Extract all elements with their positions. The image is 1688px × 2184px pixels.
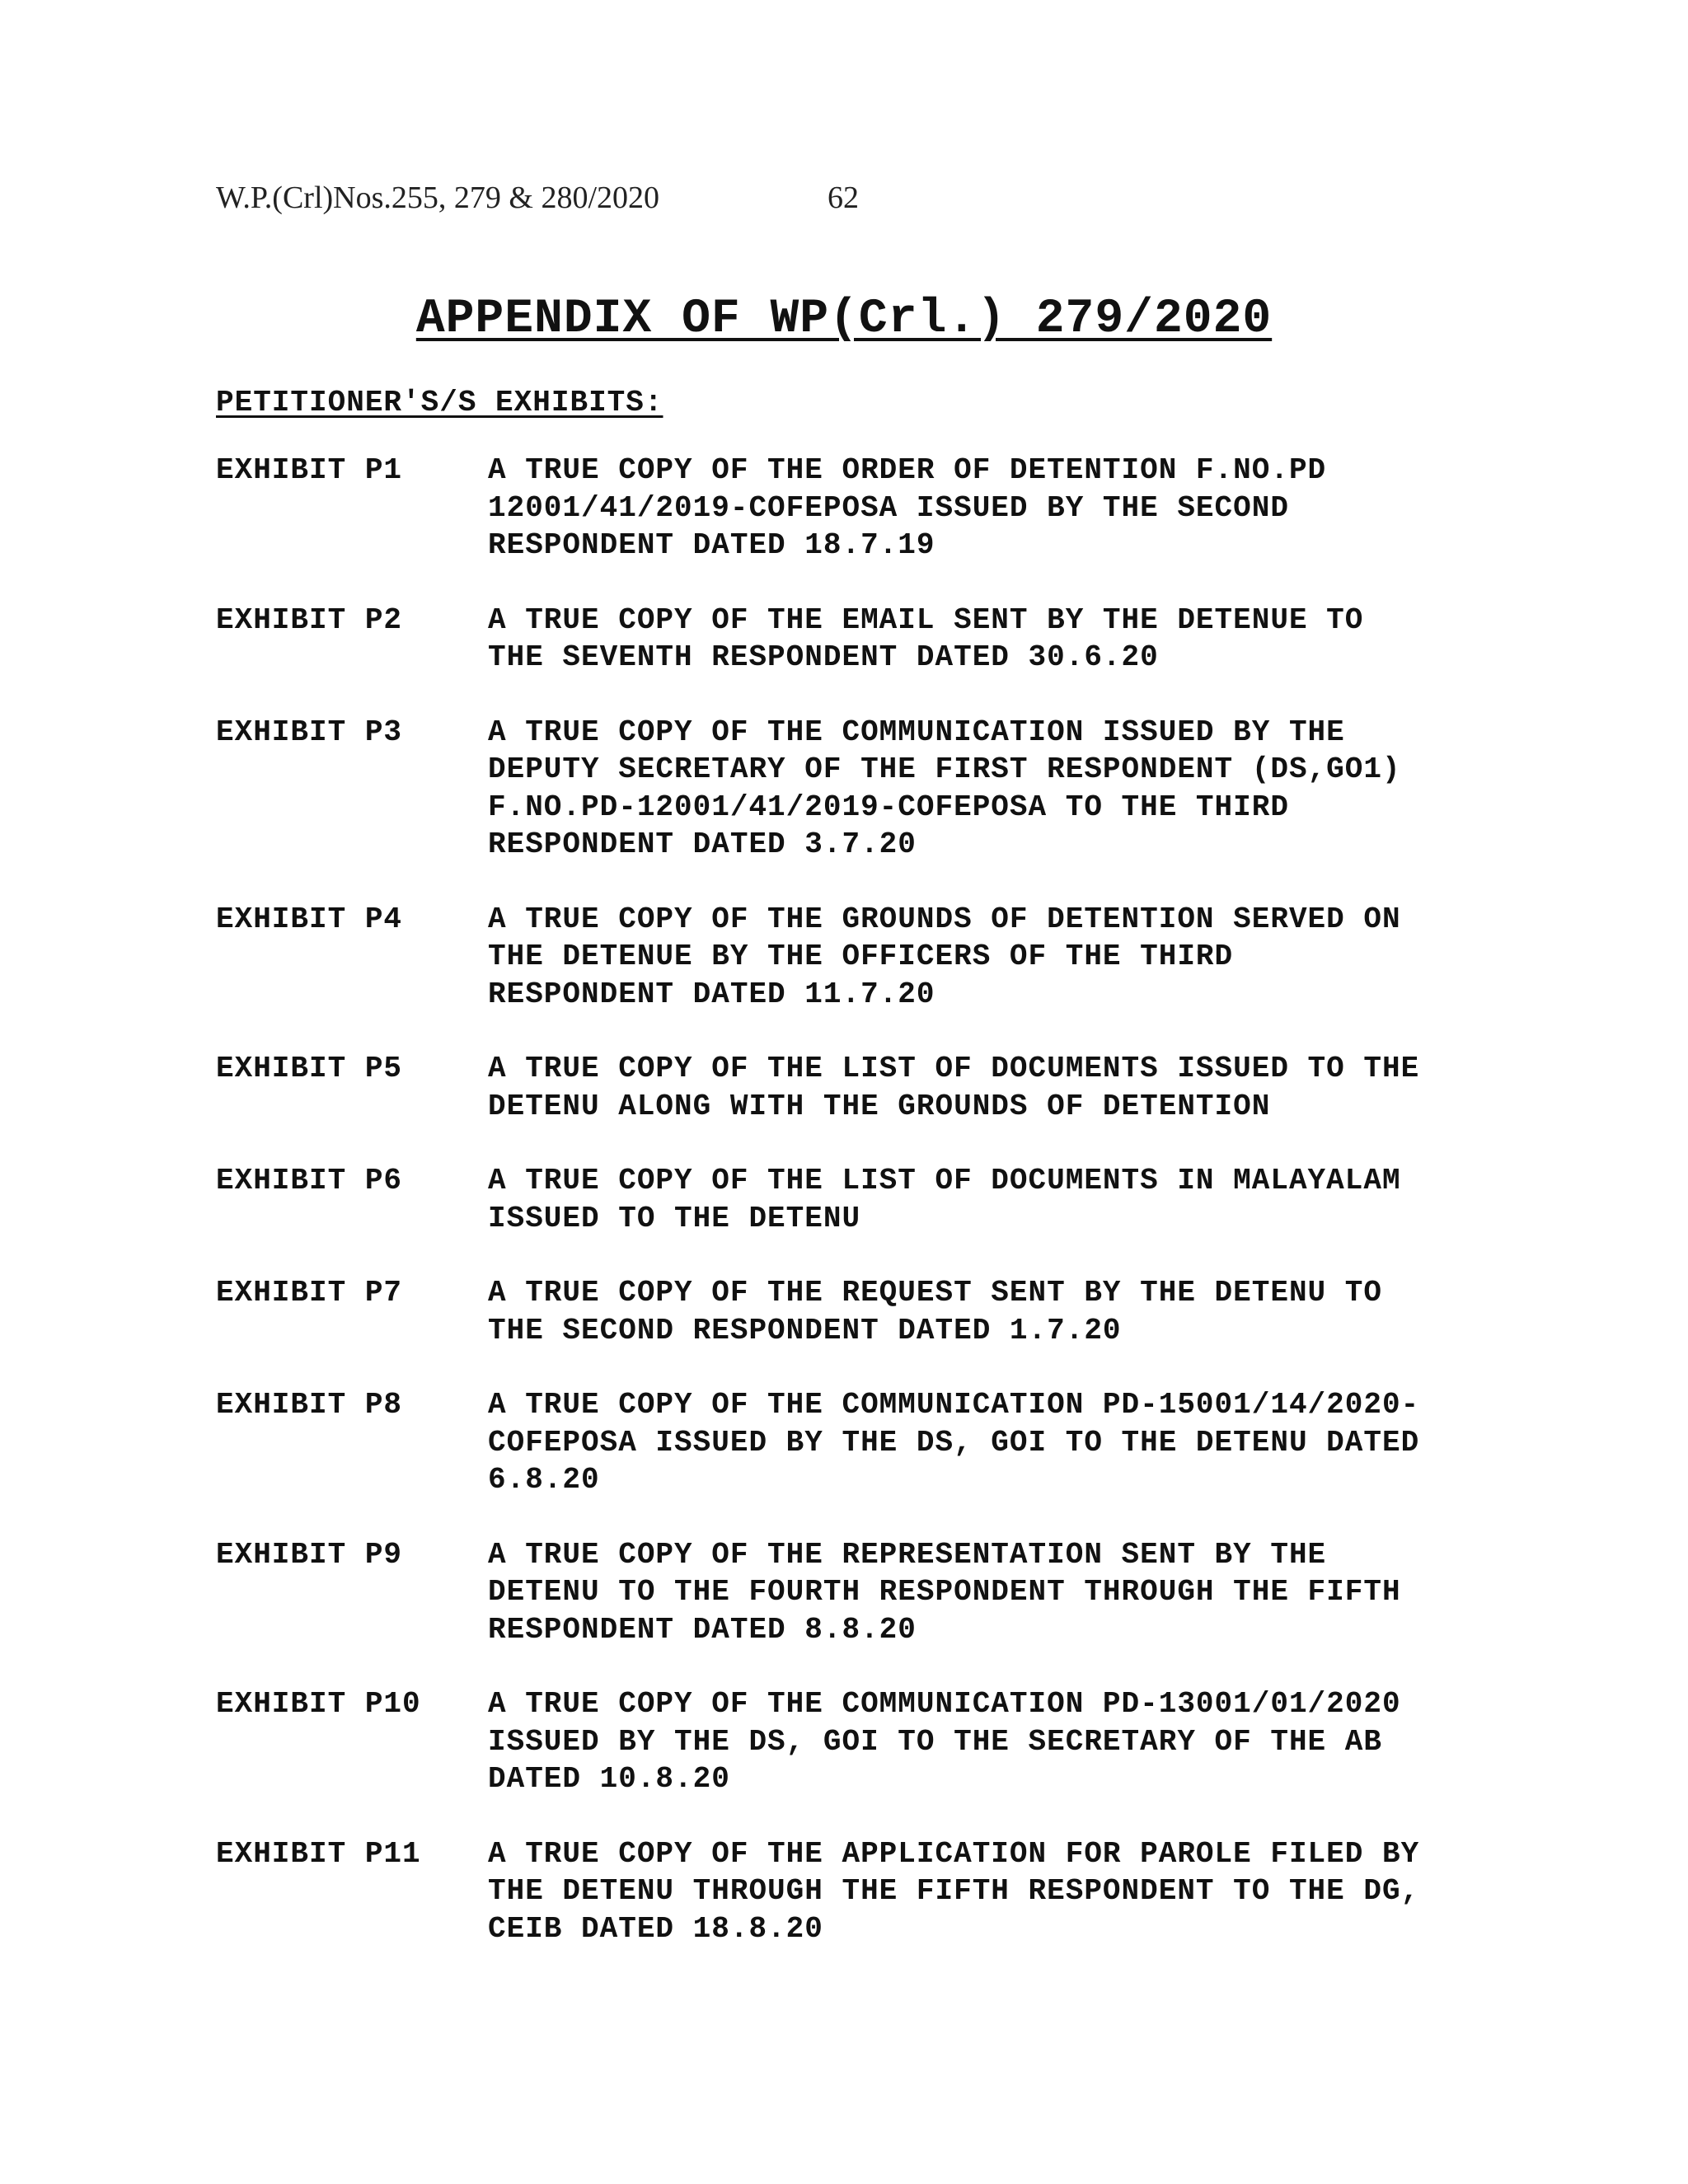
exhibit-description-line: THE SEVENTH RESPONDENT DATED 30.6.20 <box>488 640 1159 674</box>
exhibit-description <box>488 1274 1485 1349</box>
exhibit-entry <box>216 1386 1485 1499</box>
document-title: APPENDIX OF WP(Crl.) 279/2020 <box>415 293 1273 346</box>
exhibit-entry <box>216 452 1485 565</box>
exhibit-description <box>488 452 1485 565</box>
exhibit-description-line: CEIB DATED 18.8.20 <box>488 1911 823 1946</box>
exhibit-entry <box>216 901 1485 1014</box>
exhibit-label: EXHIBIT P6 <box>216 1164 403 1197</box>
exhibit-description-line: A TRUE COPY OF THE COMMUNICATION PD-13001/01/2020 <box>488 1687 1401 1721</box>
exhibit-list <box>216 452 1485 1985</box>
exhibit-description-line: RESPONDENT DATED 3.7.20 <box>488 827 917 861</box>
exhibit-description <box>488 1536 1485 1649</box>
exhibit-description-line: DETENU ALONG WITH THE GROUNDS OF DETENTION <box>488 1089 1271 1123</box>
exhibit-description-line: A TRUE COPY OF THE EMAIL SENT BY THE DETENUE TO <box>488 602 1364 637</box>
exhibit-description-line: ISSUED BY THE DS, GOI TO THE SECRETARY OF THE AB <box>488 1724 1382 1759</box>
exhibit-description-line: A TRUE COPY OF THE ORDER OF DETENTION F.NO.PD <box>488 453 1327 487</box>
exhibit-entry <box>216 714 1485 864</box>
exhibit-entry <box>216 1050 1485 1125</box>
exhibit-entry <box>216 602 1485 677</box>
exhibit-label: EXHIBIT P2 <box>216 602 403 637</box>
exhibit-description-line: THE SECOND RESPONDENT DATED 1.7.20 <box>488 1313 1122 1347</box>
exhibit-label: EXHIBIT P1 <box>216 453 403 487</box>
exhibit-description-line: THE DETENU THROUGH THE FIFTH RESPONDENT TO THE DG, <box>488 1874 1420 1908</box>
exhibit-description-line: DETENU TO THE FOURTH RESPONDENT THROUGH THE FIFTH <box>488 1575 1401 1609</box>
exhibit-description-line: F.NO.PD-12001/41/2019-COFEPOSA TO THE THIRD <box>488 790 1289 824</box>
exhibit-description-line: A TRUE COPY OF THE REPRESENTATION SENT BY THE <box>488 1537 1327 1572</box>
exhibit-description-line: A TRUE COPY OF THE LIST OF DOCUMENTS ISSUED TO THE <box>488 1052 1420 1085</box>
exhibit-entry <box>216 1536 1485 1649</box>
exhibit-description <box>488 1386 1485 1499</box>
exhibit-description-line: RESPONDENT DATED 11.7.20 <box>488 977 935 1011</box>
exhibit-description-line: 12001/41/2019-COFEPOSA ISSUED BY THE SECOND <box>488 490 1289 525</box>
section-heading: PETITIONER'S/S EXHIBITS: <box>216 386 663 419</box>
exhibit-description-line: A TRUE COPY OF THE GROUNDS OF DETENTION SERVED ON <box>488 902 1401 936</box>
exhibit-entry <box>216 1274 1485 1349</box>
exhibit-description-line: RESPONDENT DATED 18.7.19 <box>488 528 935 562</box>
exhibit-description <box>488 901 1485 1014</box>
exhibit-label: EXHIBIT P10 <box>216 1687 421 1721</box>
exhibit-description-line: 6.8.20 <box>488 1463 600 1497</box>
exhibit-description <box>488 602 1485 677</box>
exhibit-label: EXHIBIT P11 <box>216 1836 421 1871</box>
exhibit-description-line: THE DETENUE BY THE OFFICERS OF THE THIRD <box>488 940 1234 973</box>
exhibit-description-line: ISSUED TO THE DETENU <box>488 1201 861 1235</box>
exhibit-description-line: RESPONDENT DATED 8.8.20 <box>488 1612 917 1647</box>
exhibit-description-line: COFEPOSA ISSUED BY THE DS, GOI TO THE DETENU DATED <box>488 1425 1420 1460</box>
exhibit-label: EXHIBIT P5 <box>216 1052 403 1085</box>
exhibit-entry <box>216 1835 1485 1948</box>
exhibit-label: EXHIBIT P7 <box>216 1276 403 1310</box>
exhibit-description <box>488 1835 1485 1948</box>
exhibit-label: EXHIBIT P8 <box>216 1388 403 1422</box>
exhibit-label: EXHIBIT P9 <box>216 1537 403 1572</box>
exhibit-description-line: A TRUE COPY OF THE REQUEST SENT BY THE DETENU TO <box>488 1276 1382 1310</box>
exhibit-description-line: A TRUE COPY OF THE LIST OF DOCUMENTS IN MALAYALAM <box>488 1164 1401 1197</box>
page-header <box>216 180 859 216</box>
exhibit-description-line: A TRUE COPY OF THE COMMUNICATION PD-15001/14/2020- <box>488 1388 1420 1422</box>
exhibit-entry <box>216 1685 1485 1798</box>
exhibit-description-line: A TRUE COPY OF THE APPLICATION FOR PAROLE FILED BY <box>488 1836 1420 1871</box>
exhibit-description-line: DATED 10.8.20 <box>488 1762 730 1796</box>
exhibit-description-line: DEPUTY SECRETARY OF THE FIRST RESPONDENT (DS,GO1) <box>488 752 1401 786</box>
exhibit-entry <box>216 1162 1485 1237</box>
exhibit-description <box>488 714 1485 864</box>
exhibit-label: EXHIBIT P3 <box>216 715 403 749</box>
exhibit-description <box>488 1685 1485 1798</box>
exhibit-label: EXHIBIT P4 <box>216 902 403 936</box>
page-number: 62 <box>828 180 859 215</box>
exhibit-description-line: A TRUE COPY OF THE COMMUNICATION ISSUED BY THE <box>488 715 1345 749</box>
exhibit-description <box>488 1162 1485 1237</box>
case-reference: W.P.(Crl)Nos.255, 279 & 280/2020 <box>216 180 660 215</box>
exhibit-description <box>488 1050 1485 1125</box>
